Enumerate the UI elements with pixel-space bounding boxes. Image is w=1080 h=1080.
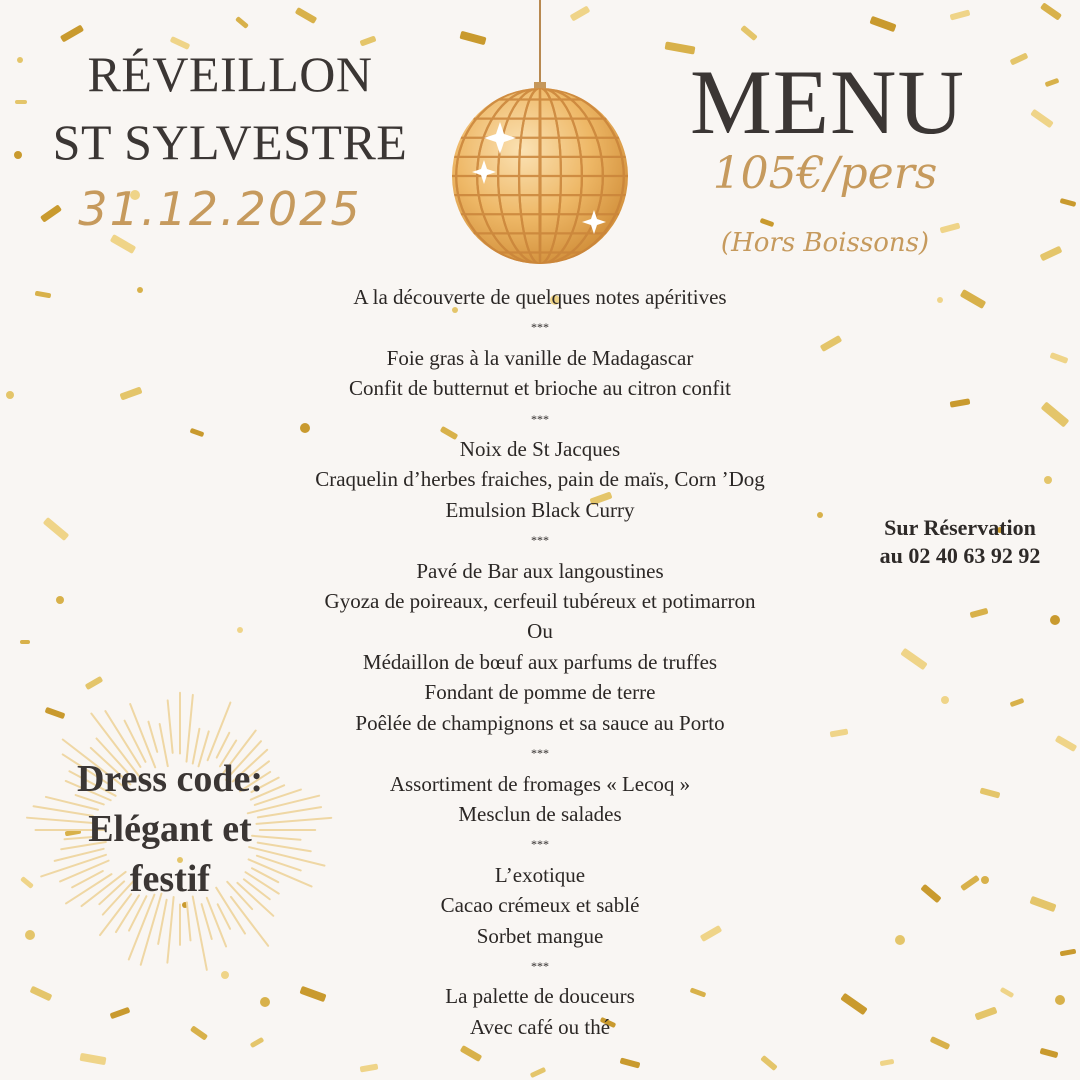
menu-item: La palette de douceurs: [445, 984, 635, 1009]
menu-item: Noix de St Jacques: [459, 437, 621, 462]
menu-item: Sorbet mangue: [476, 923, 604, 948]
dress-code-line1: Dress code:: [76, 758, 264, 800]
reservation-label: Sur Réservation: [884, 515, 1036, 540]
event-title-line2: ST SYLVESTRE: [52, 114, 408, 170]
menu-separator: ***: [531, 533, 549, 548]
menu-item: Confit de butternut et brioche au citron confit: [349, 376, 731, 401]
menu-separator: ***: [531, 746, 549, 761]
menu-item: L’exotique: [494, 862, 586, 887]
menu-item: Poêlée de champignons et sa sauce au Porto: [355, 710, 725, 735]
menu-item: Foie gras à la vanille de Madagascar: [386, 345, 694, 370]
menu-item: Ou: [527, 619, 553, 644]
menu-separator: ***: [531, 320, 549, 335]
menu-item: Médaillon de bœuf aux parfums de truffes: [362, 649, 718, 674]
menu-item: A la découverte de quelques notes apéritives: [353, 285, 727, 309]
menu-item: Fondant de pomme de terre: [424, 680, 656, 705]
disco-ball-icon: [440, 0, 640, 270]
reservation-phone: au 02 40 63 92 92: [879, 543, 1041, 568]
menu-item: Assortiment de fromages « Lecoq »: [389, 771, 691, 796]
menu-separator: ***: [531, 837, 549, 852]
menu-title: MENU: [690, 51, 965, 153]
menu-separator: ***: [531, 958, 549, 973]
dress-code-line2: Elégant et: [88, 808, 252, 850]
menu-separator: ***: [531, 411, 549, 426]
menu-price: 105€/pers: [712, 148, 938, 199]
dress-code: [50, 754, 290, 904]
reservation-info: [850, 514, 1070, 570]
dress-code-line3: festif: [129, 858, 211, 900]
menu-note: (Hors Boissons): [720, 228, 930, 258]
menu-item: Gyoza de poireaux, cerfeuil tubéreux et potimarron: [324, 589, 756, 614]
menu-item: Cacao crémeux et sablé: [440, 893, 640, 918]
menu-item: Avec café ou thé: [469, 1014, 611, 1039]
menu-item: Craquelin d’herbes fraiches, pain de maïs, Corn ’Dog: [315, 467, 765, 492]
event-title: [40, 40, 420, 176]
menu-item: Pavé de Bar aux langoustines: [416, 558, 664, 583]
menu-item: Mesclun de salades: [458, 801, 622, 826]
event-date: 31.12.2025: [78, 182, 362, 236]
menu-item: Emulsion Black Curry: [445, 497, 635, 522]
event-title-line1: RÉVEILLON: [87, 46, 373, 102]
